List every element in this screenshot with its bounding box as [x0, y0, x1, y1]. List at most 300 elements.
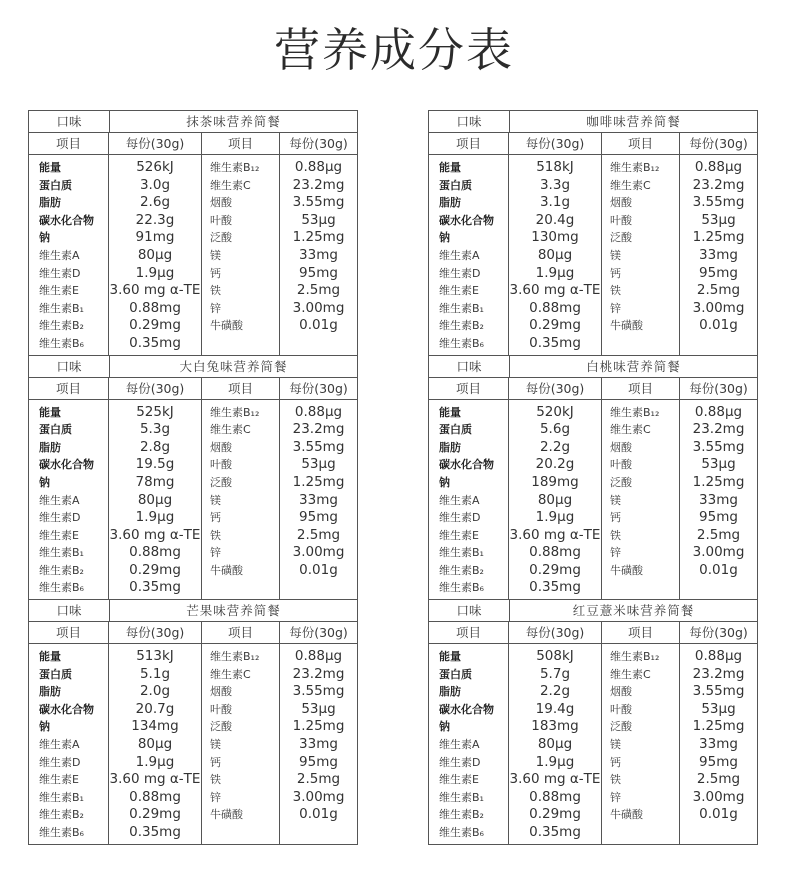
column-header-row — [29, 622, 357, 644]
nutrient-label: 铁 — [210, 528, 221, 542]
nutrient-label: 锌 — [610, 546, 621, 560]
nutrient-label: 烟酸 — [210, 685, 232, 699]
nutrient-label: 脂肪 — [39, 685, 61, 699]
nutrient-label: 泛酸 — [210, 720, 232, 734]
flavor-block — [429, 111, 757, 355]
nutrient-body — [29, 155, 357, 355]
flavor-block — [29, 599, 357, 844]
nutrient-label: 泛酸 — [210, 475, 232, 489]
nutrient-value: 33mg — [699, 246, 738, 263]
nutrient-label: 锌 — [210, 301, 221, 315]
nutrient-label: 能量 — [39, 405, 61, 419]
flavor-block — [429, 355, 757, 600]
serving-header: 每份(30g) — [109, 378, 202, 399]
nutrient-value: 3.55mg — [692, 194, 745, 211]
nutrient-label: 维生素B₁₂ — [210, 650, 260, 664]
nutrient-value: 0.01g — [299, 806, 338, 823]
nutrient-label: 牛磺酸 — [610, 808, 643, 822]
nutrient-value-column — [509, 155, 602, 355]
nutrient-value: 0.01g — [299, 561, 338, 578]
nutrient-label-column-2 — [202, 155, 280, 355]
serving-header: 每份(30g) — [109, 622, 202, 643]
nutrient-label-column-2 — [602, 155, 680, 355]
flavor-name: 红豆薏米味营养简餐 — [572, 603, 695, 619]
serving-header-2: 每份(30g) — [289, 380, 348, 396]
nutrient-label: 脂肪 — [439, 196, 461, 210]
nutrient-value: 5.6g — [539, 421, 571, 438]
nutrient-body — [429, 155, 757, 355]
nutrient-value: 3.60 mg α-TE — [509, 526, 601, 543]
nutrient-value: 0.88mg — [129, 788, 181, 805]
nutrient-label: 蛋白质 — [439, 423, 472, 437]
nutrient-value: 0.01g — [699, 317, 738, 334]
nutrient-value-column-2 — [280, 644, 357, 844]
nutrient-value: 0.88μg — [294, 403, 343, 420]
nutrient-value: 95mg — [699, 509, 738, 526]
nutrient-label: 维生素B₆ — [439, 336, 484, 350]
column-header-row — [429, 378, 757, 400]
nutrient-value: 0.35mg — [529, 334, 581, 351]
nutrient-label: 维生素B₂ — [39, 808, 84, 822]
flavor-name: 抹茶味营养简餐 — [186, 114, 281, 129]
nutrient-label: 维生素B₁ — [439, 301, 484, 315]
flavor-block — [29, 355, 357, 600]
item-header: 项目 — [29, 622, 109, 643]
nutrient-label: 烟酸 — [610, 685, 632, 699]
nutrient-label: 锌 — [210, 790, 221, 804]
nutrient-value-column — [109, 155, 202, 355]
nutrient-value: 0.35mg — [529, 824, 581, 840]
column-header-row — [429, 133, 757, 155]
nutrient-label: 维生素A — [439, 248, 480, 262]
nutrient-value: 23.2mg — [692, 176, 745, 193]
nutrient-label: 碳水化合物 — [439, 702, 494, 716]
nutrient-label: 维生素E — [39, 773, 79, 787]
nutrient-value: 23.2mg — [692, 421, 745, 438]
flavor-header-row — [29, 356, 357, 378]
nutrient-label: 钠 — [439, 231, 450, 245]
nutrient-label: 维生素B₁₂ — [610, 650, 660, 664]
nutrient-label: 铁 — [610, 284, 621, 298]
nutrient-label: 维生素B₆ — [39, 826, 84, 839]
nutrient-label-column-2 — [602, 644, 680, 844]
flavor-header-label: 口味 — [429, 356, 510, 377]
nutrient-value: 0.29mg — [529, 561, 581, 578]
nutrient-value: 518kJ — [536, 159, 574, 175]
nutrient-value: 95mg — [299, 264, 338, 281]
nutrient-value: 1.25mg — [292, 229, 345, 246]
nutrient-value: 3.00mg — [292, 544, 345, 561]
nutrient-value: 0.88μg — [694, 403, 743, 420]
nutrition-table-left — [28, 110, 358, 845]
nutrient-value: 95mg — [699, 753, 738, 770]
nutrient-value: 23.2mg — [292, 176, 345, 193]
nutrient-label: 蛋白质 — [439, 178, 472, 192]
serving-header-2: 每份(30g) — [689, 625, 748, 641]
flavor-header-row — [429, 111, 757, 133]
nutrient-value: 3.60 mg α-TE — [109, 282, 201, 299]
nutrient-value-column — [109, 644, 202, 844]
nutrient-value: 3.55mg — [292, 194, 345, 211]
nutrient-value: 80μg — [537, 246, 573, 263]
nutrient-value: 3.1g — [539, 194, 571, 211]
nutrient-value: 183mg — [531, 718, 579, 735]
nutrient-label: 碳水化合物 — [39, 458, 94, 472]
nutrient-value: 3.60 mg α-TE — [109, 771, 201, 788]
nutrient-label-column-2 — [202, 644, 280, 844]
nutrient-value: 508kJ — [536, 648, 574, 665]
nutrient-label: 维生素A — [39, 738, 80, 752]
nutrient-value: 0.29mg — [529, 806, 581, 823]
flavor-name: 白桃味营养简餐 — [586, 358, 681, 374]
nutrient-label: 叶酸 — [210, 702, 232, 716]
nutrient-value: 1.9μg — [135, 509, 175, 526]
nutrient-value: 134mg — [131, 718, 179, 735]
nutrient-label: 蛋白质 — [39, 423, 72, 437]
nutrient-value: 1.25mg — [692, 473, 745, 490]
nutrient-label: 维生素A — [439, 493, 480, 507]
nutrient-label: 镁 — [610, 738, 621, 752]
nutrient-value: 1.25mg — [292, 473, 345, 490]
serving-header-2: 每份(30g) — [289, 136, 348, 151]
nutrient-value: 78mg — [135, 473, 175, 490]
nutrient-value: 3.55mg — [292, 683, 345, 700]
nutrient-value: 525kJ — [136, 403, 174, 420]
nutrient-value: 1.25mg — [692, 718, 745, 735]
nutrient-value: 0.88mg — [529, 788, 581, 805]
nutrient-value: 1.25mg — [692, 229, 745, 246]
nutrient-label: 维生素E — [39, 528, 79, 542]
nutrient-value-column — [509, 400, 602, 600]
nutrient-label-column — [29, 644, 109, 844]
nutrient-label: 泛酸 — [210, 231, 232, 245]
nutrient-value: 22.3g — [135, 211, 175, 228]
flavor-name: 大白兔味营养简餐 — [179, 358, 288, 374]
nutrient-label: 维生素C — [610, 178, 651, 192]
nutrient-label: 锌 — [210, 546, 221, 560]
serving-header: 每份(30g) — [509, 133, 602, 154]
nutrient-value: 2.5mg — [696, 526, 741, 543]
nutrient-label: 维生素A — [39, 248, 80, 262]
nutrient-label: 牛磺酸 — [610, 319, 643, 333]
nutrient-label: 钙 — [610, 755, 621, 769]
nutrient-label: 维生素B₆ — [39, 581, 84, 595]
serving-header-2: 每份(30g) — [689, 136, 748, 151]
item-header-2: 项目 — [602, 133, 680, 154]
nutrient-value: 3.00mg — [692, 299, 745, 316]
nutrient-label: 维生素B₆ — [439, 826, 484, 839]
nutrient-value: 2.6g — [139, 194, 171, 211]
nutrient-value: 0.35mg — [129, 579, 181, 596]
nutrient-value: 95mg — [299, 509, 338, 526]
nutrient-value: 23.2mg — [692, 665, 745, 682]
nutrient-label: 维生素E — [439, 773, 479, 787]
flavor-name: 芒果味营养简餐 — [186, 603, 281, 619]
nutrient-value: 33mg — [299, 491, 338, 508]
nutrition-table-right — [428, 110, 758, 845]
nutrient-value: 520kJ — [536, 403, 574, 420]
nutrient-value: 3.60 mg α-TE — [509, 282, 601, 299]
nutrient-value: 0.88mg — [129, 544, 181, 561]
nutrient-value: 80μg — [137, 491, 173, 508]
flavor-name: 咖啡味营养简餐 — [586, 114, 681, 129]
nutrient-value: 3.00mg — [292, 788, 345, 805]
nutrient-value: 0.29mg — [129, 317, 181, 334]
nutrient-label: 能量 — [39, 650, 61, 664]
nutrient-label: 维生素A — [439, 738, 480, 752]
nutrient-label: 泛酸 — [610, 475, 632, 489]
nutrient-label: 脂肪 — [439, 440, 461, 454]
nutrient-value: 5.3g — [139, 421, 171, 438]
item-header-2: 项目 — [202, 133, 280, 154]
nutrient-label: 钙 — [210, 266, 221, 280]
page-title: 营养成分表 — [274, 23, 514, 77]
nutrient-body — [429, 644, 757, 844]
nutrient-label: 维生素E — [39, 284, 79, 298]
serving-header-2: 每份(30g) — [289, 625, 348, 641]
nutrient-value: 33mg — [699, 736, 738, 753]
nutrient-value: 53μg — [301, 211, 336, 228]
nutrient-value-column-2 — [680, 155, 757, 355]
nutrient-label: 钙 — [210, 755, 221, 769]
nutrient-label: 维生素B₂ — [439, 808, 484, 822]
nutrient-value: 2.5mg — [296, 526, 341, 543]
nutrient-value: 20.7g — [135, 700, 175, 717]
nutrient-value: 0.35mg — [529, 579, 581, 596]
nutrient-value-column — [109, 400, 202, 600]
nutrient-label: 维生素D — [439, 266, 481, 280]
nutrient-value: 0.88mg — [129, 299, 181, 316]
nutrient-label: 维生素B₁₂ — [610, 161, 660, 174]
nutrient-value: 19.5g — [135, 456, 175, 473]
nutrient-label: 叶酸 — [610, 702, 632, 716]
nutrient-value: 53μg — [701, 700, 736, 717]
nutrient-value: 0.29mg — [129, 806, 181, 823]
nutrient-label: 维生素B₁₂ — [210, 161, 260, 174]
nutrient-label: 碳水化合物 — [439, 213, 494, 227]
nutrient-label: 脂肪 — [39, 440, 61, 454]
nutrient-value-column-2 — [680, 644, 757, 844]
nutrient-value: 33mg — [699, 491, 738, 508]
nutrient-label: 叶酸 — [610, 458, 632, 472]
flavor-block — [29, 111, 357, 355]
nutrient-label: 维生素B₁ — [439, 546, 484, 560]
nutrient-label: 脂肪 — [39, 196, 61, 210]
nutrient-label-column — [29, 400, 109, 600]
nutrient-value: 130mg — [531, 229, 579, 246]
nutrient-label: 维生素C — [210, 423, 251, 437]
serving-header-2: 每份(30g) — [689, 380, 748, 396]
flavor-header-label: 口味 — [29, 111, 110, 132]
nutrient-value: 53μg — [301, 456, 336, 473]
nutrient-label: 维生素B₁₂ — [610, 405, 660, 419]
nutrient-value: 513kJ — [136, 648, 174, 665]
nutrient-value: 0.88mg — [529, 544, 581, 561]
nutrient-label: 维生素C — [610, 667, 651, 681]
nutrient-label: 维生素B₆ — [439, 581, 484, 595]
serving-header: 每份(30g) — [509, 622, 602, 643]
nutrient-label-column — [29, 155, 109, 355]
column-header-row — [29, 378, 357, 400]
nutrient-value: 3.0g — [139, 176, 171, 193]
nutrient-value: 3.00mg — [692, 544, 745, 561]
nutrient-value: 1.25mg — [292, 718, 345, 735]
nutrient-value: 91mg — [135, 229, 175, 246]
nutrient-label: 维生素D — [39, 511, 81, 525]
nutrient-value-column-2 — [680, 400, 757, 600]
flavor-block — [429, 599, 757, 844]
nutrient-value: 0.88μg — [294, 648, 343, 665]
column-header-row — [429, 622, 757, 644]
flavor-header-label: 口味 — [429, 600, 510, 621]
nutrient-value: 1.9μg — [135, 264, 175, 281]
nutrient-label: 维生素B₁ — [39, 790, 84, 804]
nutrient-value: 0.88μg — [294, 159, 343, 175]
nutrient-value: 33mg — [299, 736, 338, 753]
nutrient-label: 维生素D — [39, 266, 81, 280]
nutrient-label: 维生素A — [39, 493, 80, 507]
flavor-header-label: 口味 — [29, 356, 110, 377]
nutrient-label: 能量 — [439, 650, 461, 664]
nutrient-label: 镁 — [610, 248, 621, 262]
nutrient-value: 0.29mg — [129, 561, 181, 578]
nutrient-label: 蛋白质 — [439, 667, 472, 681]
nutrient-label: 叶酸 — [210, 213, 232, 227]
nutrient-label: 铁 — [610, 528, 621, 542]
nutrient-value: 1.9μg — [535, 509, 575, 526]
flavor-header-row — [29, 111, 357, 133]
nutrient-label: 维生素B₁₂ — [210, 405, 260, 419]
nutrient-value: 0.88μg — [694, 159, 743, 175]
nutrient-value: 2.5mg — [296, 282, 341, 299]
nutrient-body — [29, 644, 357, 844]
serving-header: 每份(30g) — [509, 378, 602, 399]
nutrient-value: 95mg — [299, 753, 338, 770]
nutrient-label: 铁 — [610, 773, 621, 787]
nutrient-value: 0.35mg — [129, 824, 181, 840]
nutrient-value: 33mg — [299, 246, 338, 263]
nutrient-value: 3.55mg — [692, 683, 745, 700]
nutrient-label-column-2 — [602, 400, 680, 600]
nutrient-value: 2.5mg — [696, 771, 741, 788]
nutrient-label: 钠 — [439, 720, 450, 734]
nutrient-label: 镁 — [610, 493, 621, 507]
nutrient-label: 碳水化合物 — [39, 213, 94, 227]
nutrient-label: 维生素C — [210, 667, 251, 681]
nutrient-value: 0.88mg — [529, 299, 581, 316]
nutrient-value: 3.60 mg α-TE — [509, 771, 601, 788]
item-header: 项目 — [429, 622, 509, 643]
nutrient-label: 牛磺酸 — [210, 319, 243, 333]
nutrient-value: 3.3g — [539, 176, 571, 193]
nutrient-label: 维生素D — [439, 511, 481, 525]
item-header-2: 项目 — [602, 622, 680, 643]
nutrient-value: 0.01g — [699, 561, 738, 578]
nutrient-label: 碳水化合物 — [439, 458, 494, 472]
nutrient-value: 20.2g — [535, 456, 575, 473]
nutrient-value: 0.29mg — [529, 317, 581, 334]
flavor-header-label: 口味 — [29, 600, 110, 621]
nutrient-label: 泛酸 — [610, 720, 632, 734]
item-header-2: 项目 — [202, 622, 280, 643]
nutrient-value: 23.2mg — [292, 665, 345, 682]
nutrient-value: 80μg — [137, 736, 173, 753]
nutrient-value: 2.5mg — [296, 771, 341, 788]
nutrient-value: 0.01g — [299, 317, 338, 334]
nutrient-label: 泛酸 — [610, 231, 632, 245]
nutrient-value: 3.60 mg α-TE — [109, 526, 201, 543]
nutrient-label: 镁 — [210, 248, 221, 262]
nutrient-value: 2.0g — [139, 683, 171, 700]
nutrient-value: 1.9μg — [535, 753, 575, 770]
nutrient-value: 5.1g — [139, 665, 171, 682]
nutrient-value: 2.8g — [139, 438, 171, 455]
nutrient-label: 叶酸 — [610, 213, 632, 227]
nutrient-label: 能量 — [439, 405, 461, 419]
nutrient-label: 维生素B₁ — [39, 546, 84, 560]
nutrient-label: 维生素B₁ — [439, 790, 484, 804]
nutrient-label-column — [429, 155, 509, 355]
nutrient-label: 锌 — [610, 790, 621, 804]
nutrient-label-column — [429, 644, 509, 844]
nutrient-value: 20.4g — [535, 211, 575, 228]
flavor-header-row — [29, 600, 357, 622]
nutrient-label: 蛋白质 — [39, 178, 72, 192]
nutrient-label: 钠 — [39, 231, 50, 245]
nutrient-label: 维生素B₆ — [39, 336, 84, 350]
item-header-2: 项目 — [202, 378, 280, 399]
nutrient-value: 5.7g — [539, 665, 571, 682]
nutrient-label: 钠 — [39, 475, 50, 489]
nutrient-label: 钙 — [210, 511, 221, 525]
nutrient-label: 钙 — [610, 266, 621, 280]
nutrient-label-column-2 — [202, 400, 280, 600]
nutrient-label: 钠 — [39, 720, 50, 734]
nutrient-label: 碳水化合物 — [39, 702, 94, 716]
nutrient-label: 维生素C — [210, 178, 251, 192]
nutrient-value: 2.2g — [539, 438, 571, 455]
nutrient-value-column-2 — [280, 155, 357, 355]
nutrient-value: 2.2g — [539, 683, 571, 700]
nutrient-value-column — [509, 644, 602, 844]
nutrient-label: 铁 — [210, 773, 221, 787]
nutrient-label: 维生素C — [610, 423, 651, 437]
flavor-header-label: 口味 — [429, 111, 510, 132]
nutrient-value: 3.55mg — [692, 438, 745, 455]
item-header: 项目 — [29, 133, 109, 154]
nutrient-label: 牛磺酸 — [210, 563, 243, 577]
nutrient-label: 钙 — [610, 511, 621, 525]
flavor-header-row — [429, 600, 757, 622]
nutrient-label: 维生素B₂ — [439, 319, 484, 333]
nutrient-label: 牛磺酸 — [610, 563, 643, 577]
nutrient-label: 维生素B₁ — [39, 301, 84, 315]
nutrient-value: 0.01g — [699, 806, 738, 823]
nutrient-body — [429, 400, 757, 600]
nutrient-body — [29, 400, 357, 600]
nutrient-label-column — [429, 400, 509, 600]
nutrient-value: 3.00mg — [292, 299, 345, 316]
nutrient-value: 80μg — [537, 491, 573, 508]
nutrient-label: 镁 — [210, 493, 221, 507]
nutrient-value: 0.88μg — [694, 648, 743, 665]
item-header: 项目 — [429, 378, 509, 399]
nutrient-label: 维生素B₂ — [39, 319, 84, 333]
nutrient-value: 53μg — [701, 456, 736, 473]
nutrient-label: 维生素D — [39, 755, 81, 769]
serving-header: 每份(30g) — [109, 133, 202, 154]
item-header: 项目 — [29, 378, 109, 399]
